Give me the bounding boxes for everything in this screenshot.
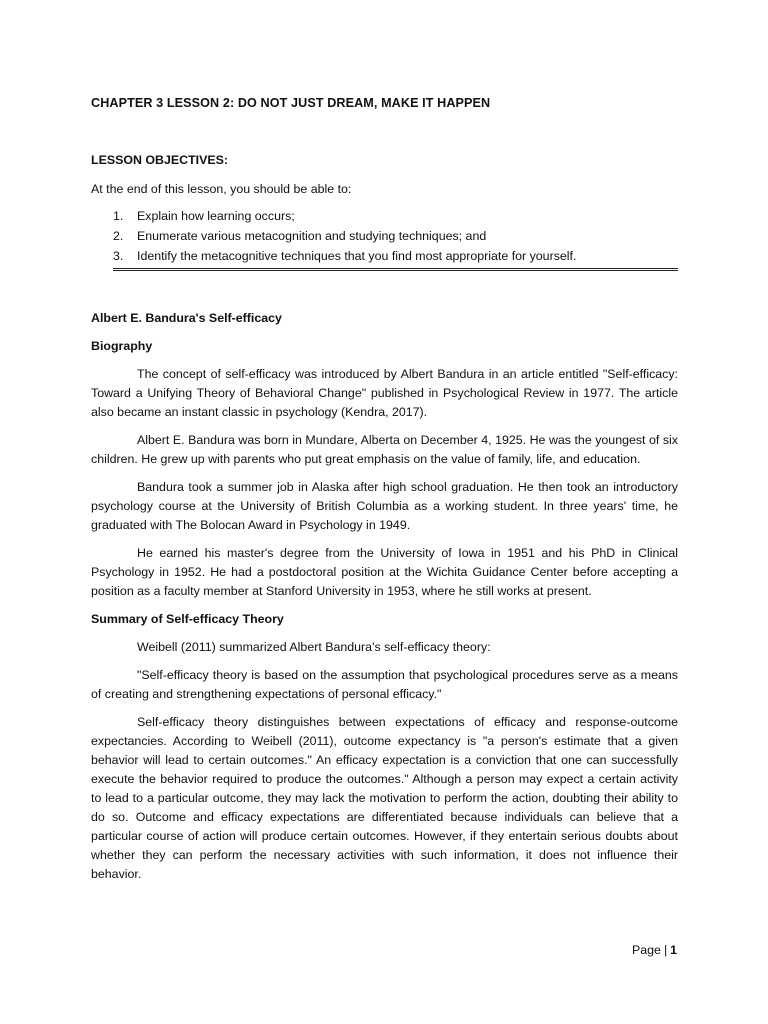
objective-item bbox=[91, 227, 678, 246]
objectives-intro: At the end of this lesson, you should be able to: bbox=[91, 182, 352, 196]
section-title: Albert E. Bandura's Self-efficacy bbox=[91, 311, 282, 325]
objective-text: Identify the metacognitive techniques that you find most appropriate for yourself. bbox=[137, 249, 577, 263]
objective-number: 1. bbox=[113, 209, 124, 223]
biography-heading: Biography bbox=[91, 339, 153, 353]
page-footer bbox=[632, 943, 677, 957]
double-rule-divider bbox=[113, 268, 678, 271]
page-content bbox=[91, 94, 678, 884]
objective-item bbox=[91, 207, 678, 226]
objective-text: Enumerate various metacognition and studying techniques; and bbox=[137, 229, 487, 243]
footer-page-number: 1 bbox=[670, 943, 678, 957]
summary-body: Self-efficacy theory distinguishes between expectations of efficacy and response-outcome expectancies. According to Weibell (2011), outcome expectancy is "a person's estimate that a given behavior will lead to certain outcomes." An efficacy expectation is a conviction that one can successfully execute the behavior required to produce the outcomes." Although a person may expect a certain activity to lead to a particular outcome, they may lack the motivation to perform the action, doubting their ability to do so. Outcome and efficacy expectations are differentiated because individuals can believe that a particular course of action will produce certain outcomes. However, if they entertain serious doubts about whether they can perform the necessary activities with such information, it does not influence their behavior. bbox=[91, 715, 678, 881]
objective-item bbox=[91, 247, 678, 266]
chapter-title: CHAPTER 3 LESSON 2: DO NOT JUST DREAM, MAKE IT HAPPEN bbox=[91, 96, 491, 110]
objective-number: 2. bbox=[113, 229, 124, 243]
summary-intro: Weibell (2011) summarized Albert Bandura's self-efficacy theory: bbox=[137, 640, 491, 654]
biography-paragraph: Bandura took a summer job in Alaska after high school graduation. He then took an introductory psychology course at the University of British Columbia as a working student. In three years' time, he graduated with The Bolocan Award in Psychology in 1949. bbox=[91, 480, 678, 532]
objective-text: Explain how learning occurs; bbox=[137, 209, 295, 223]
objective-number: 3. bbox=[113, 249, 124, 263]
objectives-heading: LESSON OBJECTIVES: bbox=[91, 153, 229, 167]
footer-page-label: Page bbox=[632, 943, 661, 957]
summary-quote: "Self-efficacy theory is based on the assumption that psychological procedures serve as a means of creating and strengthening expectations of personal efficacy." bbox=[91, 668, 678, 701]
biography-paragraph: The concept of self-efficacy was introduced by Albert Bandura in an article entitled "Self-efficacy: Toward a Unifying Theory of Behavioral Change" published in Psychological Review in 1977. The article also became an instant classic in psychology (Kendra, 2017). bbox=[91, 367, 678, 419]
biography-paragraph: Albert E. Bandura was born in Mundare, Alberta on December 4, 1925. He was the youngest of six children. He grew up with parents who put great emphasis on the value of family, life, and education. bbox=[91, 433, 678, 466]
summary-heading: Summary of Self-efficacy Theory bbox=[91, 612, 284, 626]
footer-separator: | bbox=[663, 943, 668, 957]
objectives-list bbox=[91, 207, 678, 266]
biography-paragraph: He earned his master's degree from the University of Iowa in 1951 and his PhD in Clinical Psychology in 1952. He had a postdoctoral position at the Wichita Guidance Center before accepting a position as a faculty member at Stanford University in 1953, where he still works at present. bbox=[91, 546, 678, 598]
